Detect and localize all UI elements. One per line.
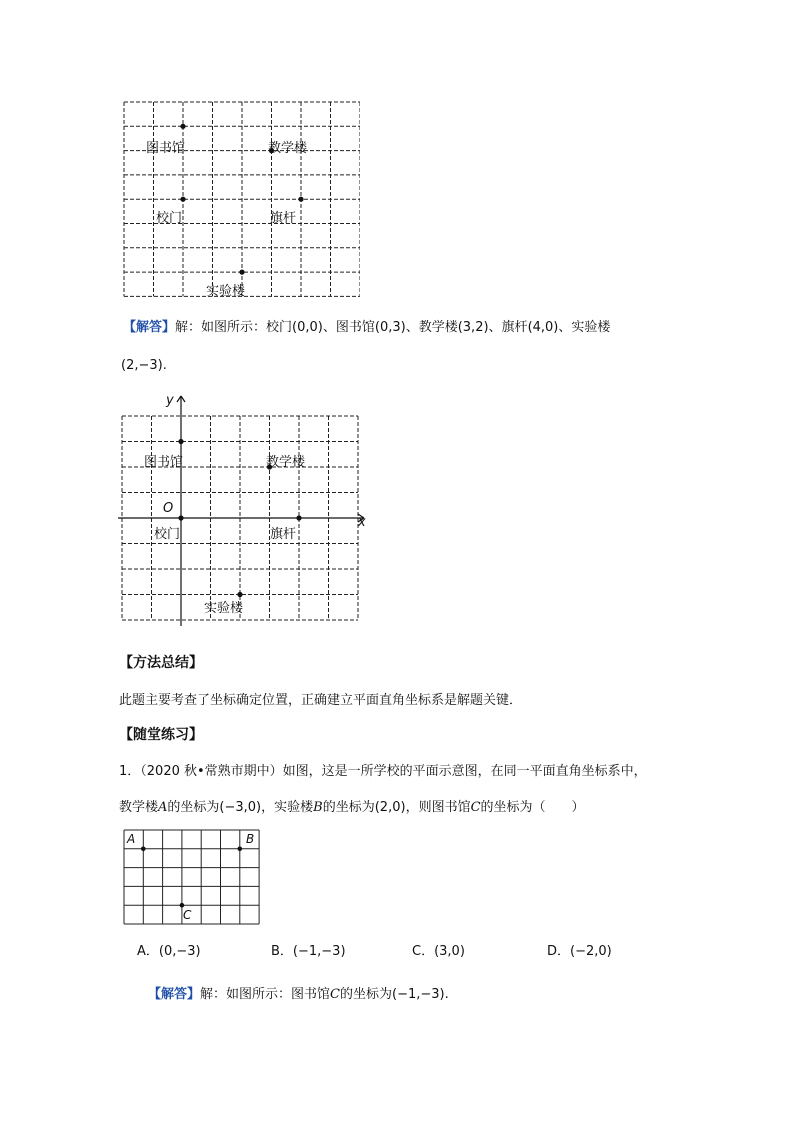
- answer-1-line1: 【解答】解：如图所示：校门(0,0)、图书馆(0,3)、教学楼(3,2)、旗杆(4,0)、实验楼: [123, 320, 611, 335]
- option-a[interactable]: A．(0,−3): [137, 944, 201, 959]
- option-b[interactable]: B．(−1,−3): [271, 944, 346, 959]
- library-point: [180, 124, 185, 129]
- point-label-b: B: [246, 832, 255, 846]
- label-flag: 旗杆: [270, 211, 297, 226]
- label-teaching: 教学楼: [266, 455, 306, 470]
- label-lab: 实验楼: [206, 284, 246, 299]
- y-arrow: [181, 396, 185, 402]
- label-flag: 旗杆: [270, 527, 297, 542]
- label-teaching: 教学楼: [268, 141, 308, 156]
- flag-point: [298, 197, 303, 202]
- figure-2-coordinate-grid: [116, 392, 372, 628]
- point-c: [180, 903, 185, 908]
- point-label-a: A: [127, 832, 136, 846]
- answer-tag: 【解答】: [148, 987, 201, 1002]
- axis-label-y: y: [166, 393, 174, 408]
- axis-label-x: x: [358, 515, 366, 530]
- question-1-line1: 1．（2020 秋•常熟市期中）如图，这是一所学校的平面示意图，在同一平面直角坐标系中，: [119, 764, 647, 779]
- point-label-c: C: [183, 908, 192, 922]
- gate-point: [180, 197, 185, 202]
- practice-heading: 【随堂练习】: [119, 727, 203, 743]
- library-point: [178, 439, 183, 444]
- flag-point: [296, 515, 301, 520]
- label-library: 图书馆: [146, 141, 186, 156]
- method-text: 此题主要考查了坐标确定位置，正确建立平面直角坐标系是解题关键．: [119, 693, 523, 708]
- lab-point: [239, 270, 244, 275]
- gate-point: [178, 515, 183, 520]
- option-c[interactable]: C．(3,0): [412, 944, 465, 959]
- point-b: [238, 847, 243, 852]
- option-d[interactable]: D．(−2,0): [547, 944, 612, 959]
- label-gate: 校门: [156, 211, 183, 226]
- y-arrow: [177, 396, 181, 402]
- answer-1-line2: (2,−3).: [121, 358, 167, 373]
- figure-1-grid: [118, 96, 360, 301]
- answer-tag: 【解答】: [123, 320, 176, 335]
- answer-2: 【解答】解：如图所示：图书馆C的坐标为(−1,−3).: [148, 987, 449, 1002]
- figure-3-school-grid: [122, 828, 262, 926]
- origin-label: O: [163, 501, 174, 516]
- question-1-line2: 教学楼A的坐标为(−3,0)，实验楼B的坐标为(2,0)，则图书馆C的坐标为（ ）: [119, 800, 585, 815]
- method-heading: 【方法总结】: [119, 655, 203, 671]
- lab-point: [237, 592, 242, 597]
- point-a: [141, 847, 146, 852]
- label-lab: 实验楼: [204, 601, 244, 616]
- label-library: 图书馆: [144, 455, 184, 470]
- label-gate: 校门: [154, 527, 181, 542]
